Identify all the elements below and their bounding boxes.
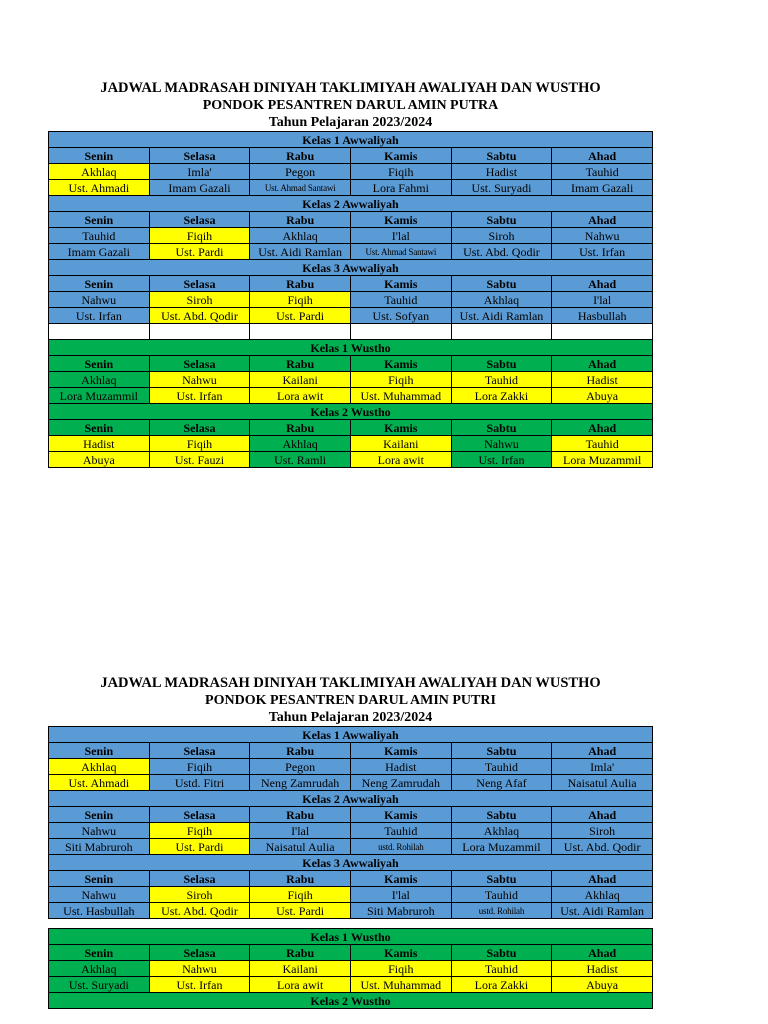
schedule-table-putra <box>48 131 653 468</box>
day-header: Rabu <box>250 743 351 759</box>
subject-cell: Kailani <box>250 961 351 977</box>
subject-cell: I'lal <box>250 823 351 839</box>
teacher-row <box>49 244 653 260</box>
teacher-cell: Hasbullah <box>552 308 653 324</box>
day-header-row <box>49 356 653 372</box>
class-heading-row <box>49 260 653 276</box>
day-header: Rabu <box>250 807 351 823</box>
teacher-cell: Ust. Irfan <box>451 452 552 468</box>
teacher-cell: Ust. Ramli <box>250 452 351 468</box>
day-header: Sabtu <box>451 276 552 292</box>
teacher-cell: Ust. Fauzi <box>149 452 250 468</box>
subject-cell: Fiqih <box>149 759 250 775</box>
teacher-row <box>49 452 653 468</box>
day-header: Sabtu <box>451 743 552 759</box>
subject-cell: Kailani <box>350 436 451 452</box>
day-header: Ahad <box>552 871 653 887</box>
schedule-table-putri-wustho <box>48 928 653 1009</box>
subject-cell: I'lal <box>350 887 451 903</box>
teacher-row <box>49 308 653 324</box>
day-header-row <box>49 276 653 292</box>
day-header: Ahad <box>552 743 653 759</box>
teacher-cell: Ust. Abd. Qodir <box>552 839 653 855</box>
teacher-row <box>49 388 653 404</box>
teacher-cell: Ust. Ahmad Santawi <box>250 180 351 196</box>
day-header: Kamis <box>350 871 451 887</box>
subject-cell: Fiqih <box>350 961 451 977</box>
teacher-cell: Ust. Irfan <box>149 977 250 993</box>
teacher-row <box>49 977 653 993</box>
day-header: Senin <box>49 212 150 228</box>
teacher-cell: Lora Zakki <box>451 388 552 404</box>
subject-cell: Kailani <box>250 372 351 388</box>
day-header: Ahad <box>552 807 653 823</box>
day-header: Rabu <box>250 148 351 164</box>
day-header-row <box>49 420 653 436</box>
subject-row <box>49 164 653 180</box>
day-header: Ahad <box>552 356 653 372</box>
subject-cell: Tauhid <box>451 372 552 388</box>
subject-cell: Akhlaq <box>451 292 552 308</box>
schedule-putri <box>48 674 653 1009</box>
day-header: Rabu <box>250 945 351 961</box>
day-header: Selasa <box>149 212 250 228</box>
teacher-cell: Naisatul Aulia <box>552 775 653 791</box>
day-header: Ahad <box>552 420 653 436</box>
subject-cell: Akhlaq <box>552 887 653 903</box>
subject-cell: Nahwu <box>149 372 250 388</box>
teacher-cell: Lora awit <box>350 452 451 468</box>
teacher-cell: Lora Muzammil <box>552 452 653 468</box>
subject-cell: Siroh <box>552 823 653 839</box>
class-heading-row <box>49 727 653 743</box>
teacher-row <box>49 775 653 791</box>
teacher-cell: Ust. Ahmadi <box>49 775 150 791</box>
subject-cell: Nahwu <box>49 292 150 308</box>
teacher-cell: Ust. Muhammad <box>350 388 451 404</box>
class-heading: Kelas 2 Awwaliyah <box>49 196 653 212</box>
day-header: Rabu <box>250 356 351 372</box>
day-header: Kamis <box>350 276 451 292</box>
subject-cell: Akhlaq <box>49 961 150 977</box>
doc-title: JADWAL MADRASAH DINIYAH TAKLIMIYAH AWALIYAH DAN WUSTHO <box>100 80 601 96</box>
teacher-cell: Ust. Suryadi <box>49 977 150 993</box>
subject-cell: Akhlaq <box>451 823 552 839</box>
empty-cell <box>451 324 552 340</box>
teacher-cell: Ustd. Fitri <box>149 775 250 791</box>
subject-cell: Hadist <box>552 372 653 388</box>
subject-row <box>49 823 653 839</box>
class-heading-row <box>49 855 653 871</box>
class-heading: Kelas 3 Awwaliyah <box>49 260 653 276</box>
day-header: Senin <box>49 356 150 372</box>
subject-cell: Fiqih <box>350 164 451 180</box>
teacher-cell: Ust. Irfan <box>552 244 653 260</box>
teacher-cell: Ust. Suryadi <box>451 180 552 196</box>
subject-cell: Fiqih <box>149 436 250 452</box>
subject-cell: Pegon <box>250 759 351 775</box>
teacher-cell: Ust. Pardi <box>149 839 250 855</box>
class-heading: Kelas 2 Wustho <box>49 993 653 1009</box>
teacher-cell: Lora Zakki <box>451 977 552 993</box>
doc-year: Tahun Pelajaran 2023/2024 <box>268 115 433 130</box>
subject-cell: Fiqih <box>250 887 351 903</box>
teacher-row <box>49 180 653 196</box>
subject-row <box>49 887 653 903</box>
day-header: Senin <box>49 871 150 887</box>
teacher-cell: Ust. Irfan <box>149 388 250 404</box>
subject-cell: Tauhid <box>451 887 552 903</box>
day-header: Kamis <box>350 148 451 164</box>
subject-cell: Akhlaq <box>49 372 150 388</box>
day-header: Sabtu <box>451 420 552 436</box>
day-header: Selasa <box>149 871 250 887</box>
day-header-row <box>49 148 653 164</box>
teacher-cell: Lora awit <box>250 977 351 993</box>
class-heading-row <box>49 340 653 356</box>
day-header: Rabu <box>250 212 351 228</box>
doc-year: Tahun Pelajaran 2023/2024 <box>268 710 433 725</box>
subject-cell: Akhlaq <box>250 228 351 244</box>
teacher-cell: Imam Gazali <box>552 180 653 196</box>
teacher-cell: ustd. Rohilah <box>350 839 451 855</box>
subject-cell: Tauhid <box>451 961 552 977</box>
subject-cell: Hadist <box>350 759 451 775</box>
day-header: Ahad <box>552 212 653 228</box>
class-heading-row <box>49 929 653 945</box>
teacher-cell: Abuya <box>552 977 653 993</box>
subject-cell: Fiqih <box>149 228 250 244</box>
subject-cell: Hadist <box>552 961 653 977</box>
subject-cell: Fiqih <box>149 823 250 839</box>
class-heading-row <box>49 791 653 807</box>
day-header-row <box>49 945 653 961</box>
subject-row <box>49 759 653 775</box>
teacher-cell: Ust. Ahmadi <box>49 180 150 196</box>
teacher-row <box>49 903 653 919</box>
day-header: Selasa <box>149 945 250 961</box>
teacher-cell: Ust. Irfan <box>49 308 150 324</box>
day-header: Rabu <box>250 871 351 887</box>
day-header: Kamis <box>350 945 451 961</box>
empty-cell <box>552 324 653 340</box>
empty-cell <box>250 324 351 340</box>
subject-cell: Tauhid <box>552 436 653 452</box>
doc-title: JADWAL MADRASAH DINIYAH TAKLIMIYAH AWALIYAH DAN WUSTHO <box>100 675 601 691</box>
teacher-row <box>49 839 653 855</box>
teacher-cell: Abuya <box>49 452 150 468</box>
class-heading-row <box>49 132 653 148</box>
day-header: Senin <box>49 945 150 961</box>
class-heading-row <box>49 404 653 420</box>
blank-row <box>49 324 653 340</box>
subject-cell: Siroh <box>451 228 552 244</box>
subject-cell: Hadist <box>451 164 552 180</box>
day-header: Senin <box>49 420 150 436</box>
day-header: Selasa <box>149 148 250 164</box>
teacher-cell: Lora Muzammil <box>451 839 552 855</box>
teacher-cell: Ust. Hasbullah <box>49 903 150 919</box>
day-header: Selasa <box>149 807 250 823</box>
subject-cell: Fiqih <box>250 292 351 308</box>
subject-cell: Akhlaq <box>250 436 351 452</box>
day-header: Sabtu <box>451 212 552 228</box>
subject-cell: Akhlaq <box>49 164 150 180</box>
day-header: Selasa <box>149 420 250 436</box>
teacher-cell: Ust. Pardi <box>250 308 351 324</box>
teacher-cell: Naisatul Aulia <box>250 839 351 855</box>
subject-cell: Tauhid <box>350 823 451 839</box>
day-header: Rabu <box>250 276 351 292</box>
day-header: Senin <box>49 743 150 759</box>
day-header: Kamis <box>350 743 451 759</box>
teacher-cell: Lora Muzammil <box>49 388 150 404</box>
teacher-cell: Ust. Abd. Qodir <box>451 244 552 260</box>
teacher-cell: Neng Afaf <box>451 775 552 791</box>
empty-cell <box>49 324 150 340</box>
day-header: Ahad <box>552 945 653 961</box>
teacher-cell: Ust. Aidi Ramlan <box>552 903 653 919</box>
day-header: Kamis <box>350 356 451 372</box>
teacher-cell: Lora Fahmi <box>350 180 451 196</box>
day-header: Senin <box>49 276 150 292</box>
subject-row <box>49 228 653 244</box>
teacher-cell: Imam Gazali <box>149 180 250 196</box>
class-heading-row <box>49 993 653 1009</box>
day-header-row <box>49 212 653 228</box>
teacher-cell: Siti Mabruroh <box>49 839 150 855</box>
teacher-cell: Ust. Pardi <box>149 244 250 260</box>
day-header: Sabtu <box>451 356 552 372</box>
teacher-cell: Ust. Abd. Qodir <box>149 308 250 324</box>
teacher-cell: Ust. Aidi Ramlan <box>451 308 552 324</box>
subject-cell: Nahwu <box>49 823 150 839</box>
teacher-cell: Neng Zamrudah <box>350 775 451 791</box>
teacher-cell: Siti Mabruroh <box>350 903 451 919</box>
subject-cell: Imla' <box>149 164 250 180</box>
teacher-cell: Ust. Pardi <box>250 903 351 919</box>
day-header: Senin <box>49 807 150 823</box>
class-heading: Kelas 1 Awwaliyah <box>49 132 653 148</box>
doc-subtitle: PONDOK PESANTREN DARUL AMIN PUTRI <box>205 693 496 708</box>
subject-cell: Fiqih <box>350 372 451 388</box>
subject-cell: Nahwu <box>552 228 653 244</box>
teacher-cell: Ust. Aidi Ramlan <box>250 244 351 260</box>
subject-cell: Imla' <box>552 759 653 775</box>
class-heading: Kelas 1 Awwaliyah <box>49 727 653 743</box>
subject-cell: I'lal <box>552 292 653 308</box>
day-header: Kamis <box>350 807 451 823</box>
empty-cell <box>350 324 451 340</box>
subject-cell: Tauhid <box>49 228 150 244</box>
day-header: Selasa <box>149 276 250 292</box>
day-header: Kamis <box>350 212 451 228</box>
class-heading: Kelas 1 Wustho <box>49 929 653 945</box>
subject-row <box>49 436 653 452</box>
table-separator <box>48 919 653 928</box>
day-header: Ahad <box>552 148 653 164</box>
day-header: Selasa <box>149 743 250 759</box>
subject-row <box>49 292 653 308</box>
day-header-row <box>49 871 653 887</box>
teacher-cell: Ust. Muhammad <box>350 977 451 993</box>
subject-cell: Hadist <box>49 436 150 452</box>
subject-cell: Tauhid <box>350 292 451 308</box>
subject-row <box>49 372 653 388</box>
schedule-putra <box>48 79 653 468</box>
subject-cell: Siroh <box>149 292 250 308</box>
teacher-cell: Lora awit <box>250 388 351 404</box>
subject-cell: Nahwu <box>451 436 552 452</box>
teacher-cell: Ust. Ahmad Santawi <box>350 244 451 260</box>
schedule-table-putri-awaliyah <box>48 726 653 919</box>
day-header: Sabtu <box>451 807 552 823</box>
day-header: Sabtu <box>451 945 552 961</box>
day-header-row <box>49 807 653 823</box>
teacher-cell: Abuya <box>552 388 653 404</box>
teacher-cell: Imam Gazali <box>49 244 150 260</box>
class-heading-row <box>49 196 653 212</box>
subject-cell: Nahwu <box>49 887 150 903</box>
subject-cell: Nahwu <box>149 961 250 977</box>
class-heading: Kelas 2 Wustho <box>49 404 653 420</box>
day-header: Selasa <box>149 356 250 372</box>
subject-cell: Tauhid <box>451 759 552 775</box>
day-header: Sabtu <box>451 871 552 887</box>
day-header: Rabu <box>250 420 351 436</box>
teacher-cell: Ust. Sofyan <box>350 308 451 324</box>
day-header: Senin <box>49 148 150 164</box>
class-heading: Kelas 2 Awwaliyah <box>49 791 653 807</box>
subject-cell: I'lal <box>350 228 451 244</box>
subject-row <box>49 961 653 977</box>
doc-subtitle: PONDOK PESANTREN DARUL AMIN PUTRA <box>202 98 499 113</box>
subject-cell: Akhlaq <box>49 759 150 775</box>
empty-cell <box>149 324 250 340</box>
class-heading: Kelas 1 Wustho <box>49 340 653 356</box>
teacher-cell: Neng Zamrudah <box>250 775 351 791</box>
day-header: Ahad <box>552 276 653 292</box>
day-header: Sabtu <box>451 148 552 164</box>
teacher-cell: ustd. Rohilah <box>451 903 552 919</box>
day-header-row <box>49 743 653 759</box>
teacher-cell: Ust. Abd. Qodir <box>149 903 250 919</box>
day-header: Kamis <box>350 420 451 436</box>
subject-cell: Pegon <box>250 164 351 180</box>
class-heading: Kelas 3 Awwaliyah <box>49 855 653 871</box>
subject-cell: Tauhid <box>552 164 653 180</box>
subject-cell: Siroh <box>149 887 250 903</box>
